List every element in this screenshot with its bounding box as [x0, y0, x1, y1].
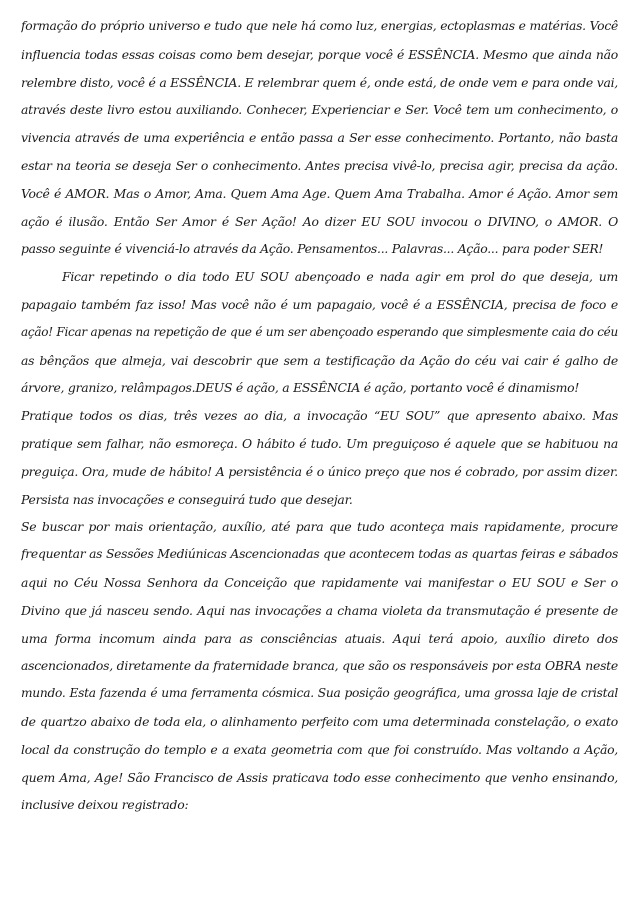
text-line: papagaio também faz isso! Mas você não é um papagaio, você é a ESSÊNCIA, precisa de foco e: [21, 296, 618, 312]
text-line: ação é ilusão. Então Ser Amor é Ser Ação! Ao dizer EU SOU invocou o DIVINO, o AMOR. O: [21, 213, 618, 229]
document-page: [21, 13, 618, 819]
text-line: quem Ama, Age! São Francisco de Assis praticava todo esse conhecimento que venho ensinando,: [21, 769, 618, 785]
text-line: ação! Ficar apenas na repetição de que é um ser abençoado esperando que simplesmente caia do céu: [21, 324, 618, 339]
text-line: ascencionados, diretamente da fraternidade branca, que são os responsáveis por esta OBRA neste: [21, 658, 618, 674]
text-line: mundo. Esta fazenda é uma ferramenta cósmica. Sua posição geográfica, uma grossa laje de cristal: [21, 686, 618, 701]
text-line: estar na teoria se deseja Ser o conhecimento. Antes precisa vivê-lo, precisa agir, precisa da ação.: [21, 157, 618, 173]
text-line: de quartzo abaixo de toda ela, o alinhamento perfeito com uma determinada constelação, o exato: [21, 713, 618, 729]
text-line: árvore, granizo, relâmpagos.DEUS é ação, a ESSÊNCIA é ação, portanto você é dinamismo!: [21, 380, 580, 396]
text-line: inclusive deixou registrado:: [21, 797, 189, 813]
text-line: influencia todas essas coisas como bem desejar, porque você é ESSÊNCIA. Mesmo que ainda não: [21, 46, 618, 62]
text-line: local da construção do templo e a exata geometria com que foi construído. Mas voltando a Ação,: [21, 741, 618, 757]
text-line: Divino que já nasceu sendo. Aqui nas invocações a chama violeta da transmutação é presente de: [21, 602, 618, 618]
text-line: aqui no Céu Nossa Senhora da Conceição que rapidamente vai manifestar o EU SOU e Ser o: [21, 574, 618, 590]
text-line: Pratique todos os dias, três vezes ao dia, a invocação “EU SOU” que apresento abaixo. Mas: [21, 408, 618, 424]
text-line: as bênçãos que almeja, vai descobrir que sem a testificação da Ação do céu vai cair é galho de: [21, 352, 618, 368]
text-line: vivencia através de uma experiência e então passa a Ser esse conhecimento. Portanto, não basta: [21, 130, 618, 146]
text-line: Persista nas invocações e conseguirá tudo que desejar.: [21, 491, 353, 507]
text-line: passo seguinte é vivenciá-lo através da Ação. Pensamentos... Palavras... Ação... para poder SER!: [21, 241, 604, 257]
text-line: Você é AMOR. Mas o Amor, Ama. Quem Ama Age. Quem Ama Trabalha. Amor é Ação. Amor sem: [21, 185, 618, 201]
text-line: preguiça. Ora, mude de hábito! A persistência é o único preço que nos é cobrado, por assim dizer.: [21, 463, 618, 479]
text-line: frequentar as Sessões Mediúnicas Ascencionadas que acontecem todas as quartas feiras e sábados: [21, 547, 618, 562]
text-line: formação do próprio universo e tudo que nele há como luz, energias, ectoplasmas e matérias. Você: [21, 19, 618, 33]
text-line: através deste livro estou auxiliando. Conhecer, Experienciar e Ser. Você tem um conhecimento, o: [21, 102, 618, 118]
text-line: Ficar repetindo o dia todo EU SOU abençoado e nada agir em prol do que deseja, um: [62, 269, 618, 285]
text-line: pratique sem falhar, não esmoreça. O hábito é tudo. Um preguiçoso é aquele que se habituou na: [21, 435, 618, 451]
text-line: uma forma incomum ainda para as consciências atuais. Aqui terá apoio, auxílio direto dos: [21, 630, 618, 646]
text-line: relembre disto, você é a ESSÊNCIA. E relembrar quem é, onde está, de onde vem e para onde vai,: [21, 74, 618, 90]
text-line: Se buscar por mais orientação, auxílio, até para que tudo aconteça mais rapidamente, procure: [21, 519, 618, 535]
